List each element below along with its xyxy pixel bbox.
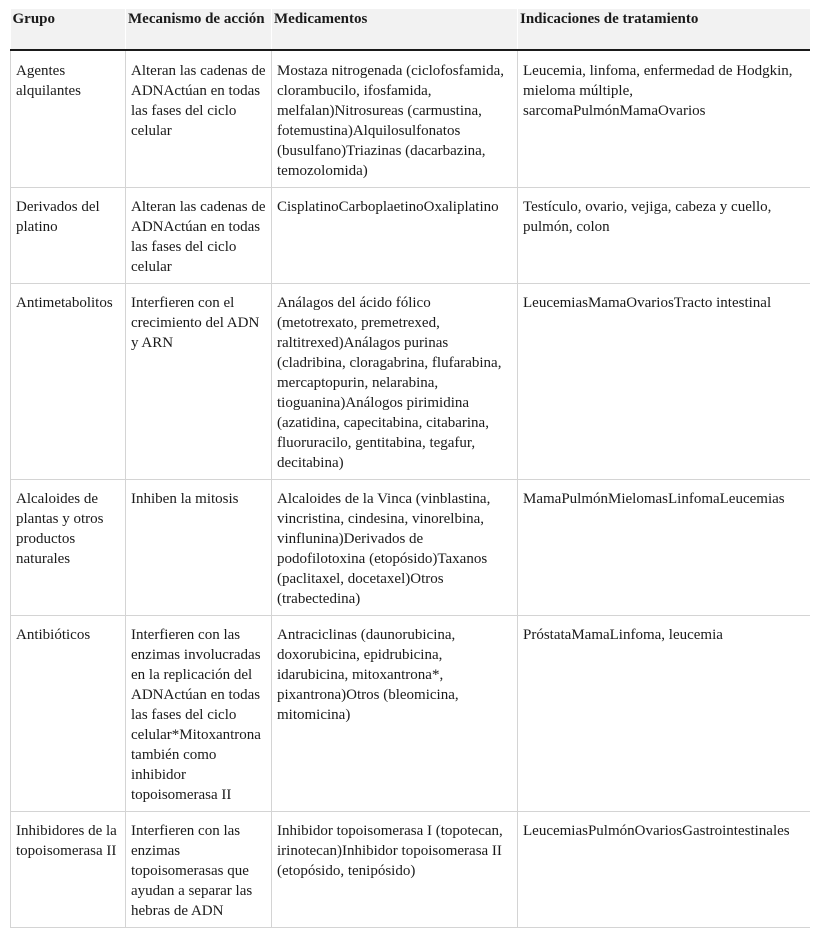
cell-grupo: Alcaloides de plantas y otros productos naturales bbox=[11, 480, 126, 616]
cell-mecanismo: Alteran las cadenas de ADNActúan en todas las fases del ciclo celular bbox=[126, 50, 272, 188]
cell-indicaciones: Testículo, ovario, vejiga, cabeza y cuello, pulmón, colon bbox=[518, 188, 811, 284]
cell-grupo: Antibióticos bbox=[11, 616, 126, 812]
cell-medicamentos: Inhibidor topoisomerasa I (topotecan, irinotecan)Inhibidor topoisomerasa II (etopósido, tenipósido) bbox=[272, 812, 518, 928]
cell-mecanismo: Interfieren con el crecimiento del ADN y ARN bbox=[126, 284, 272, 480]
table-row bbox=[11, 812, 811, 928]
cell-grupo: Agentes alquilantes bbox=[11, 50, 126, 188]
cell-indicaciones: PróstataMamaLinfoma, leucemia bbox=[518, 616, 811, 812]
cell-medicamentos: Alcaloides de la Vinca (vinblastina, vincristina, cindesina, vinorelbina, vinflunina)Derivados de podofilotoxina (etopósido)Taxanos (paclitaxel, docetaxel)Otros (trabectedina) bbox=[272, 480, 518, 616]
table-row bbox=[11, 284, 811, 480]
cell-indicaciones: LeucemiasMamaOvariosTracto intestinal bbox=[518, 284, 811, 480]
cell-medicamentos: CisplatinoCarboplaetinoOxaliplatino bbox=[272, 188, 518, 284]
cell-mecanismo: Interfieren con las enzimas topoisomerasas que ayudan a separar las hebras de ADN bbox=[126, 812, 272, 928]
table-row bbox=[11, 616, 811, 812]
cell-medicamentos: Antraciclinas (daunorubicina, doxorubicina, epidrubicina, idarubicina, mitoxantrona*, pixantrona)Otros (bleomicina, mitomicina) bbox=[272, 616, 518, 812]
cell-medicamentos: Análagos del ácido fólico (metotrexato, premetrexed, raltitrexed)Análagos purinas (cladribina, cloragabrina, flufarabina, mercaptopurin, nelarabina, tioguanina)Análogos pirimidina (azatidina, capecitabina, citabarina, fluoruracilo, gentitabina, tegafur, decitabina) bbox=[272, 284, 518, 480]
table-container bbox=[10, 9, 810, 941]
table-row bbox=[11, 480, 811, 616]
cell-mecanismo: Interfieren con las enzimas involucradas en la replicación del ADNActúan en todas las fases del ciclo celular*Mitoxantrona también como inhibidor topoisomerasa II bbox=[126, 616, 272, 812]
table-row bbox=[11, 188, 811, 284]
header-mecanismo: Mecanismo de acción bbox=[126, 9, 272, 50]
table-header-row bbox=[11, 9, 811, 50]
cell-grupo: Antimetabolitos bbox=[11, 284, 126, 480]
header-grupo: Grupo bbox=[11, 9, 126, 50]
cell-mecanismo: Inhiben la mitosis bbox=[126, 480, 272, 616]
chemotherapy-table bbox=[10, 9, 810, 928]
cell-indicaciones: Leucemia, linfoma, enfermedad de Hodgkin, mieloma múltiple, sarcomaPulmónMamaOvarios bbox=[518, 50, 811, 188]
cell-grupo: Inhibidores de la topoisomerasa II bbox=[11, 812, 126, 928]
header-indicaciones: Indicaciones de tratamiento bbox=[518, 9, 811, 50]
cell-medicamentos: Mostaza nitrogenada (ciclofosfamida, clorambucilo, ifosfamida, melfalan)Nitrosureas (carmustina, fotemustina)Alquilosulfonatos (busulfano)Triazinas (dacarbazina, temozolomida) bbox=[272, 50, 518, 188]
cell-indicaciones: MamaPulmónMielomasLinfomaLeucemias bbox=[518, 480, 811, 616]
table-row bbox=[11, 50, 811, 188]
header-medicamentos: Medicamentos bbox=[272, 9, 518, 50]
cell-indicaciones: LeucemiasPulmónOvariosGastrointestinales bbox=[518, 812, 811, 928]
cell-grupo: Derivados del platino bbox=[11, 188, 126, 284]
cell-mecanismo: Alteran las cadenas de ADNActúan en todas las fases del ciclo celular bbox=[126, 188, 272, 284]
